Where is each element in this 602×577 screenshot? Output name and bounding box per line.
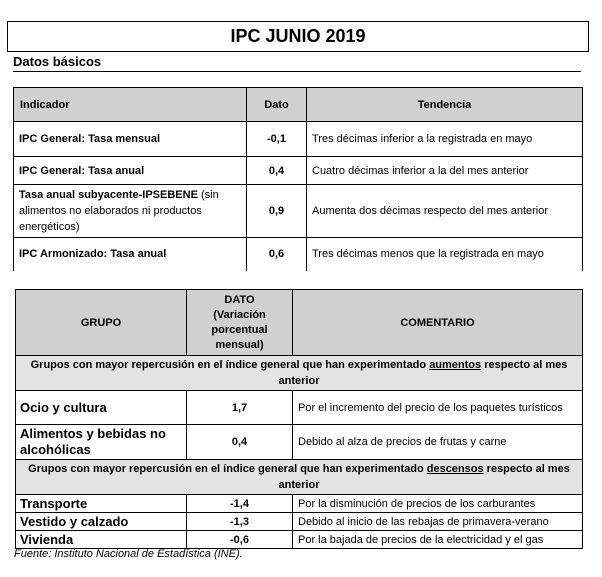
value-cell: 0,4: [247, 157, 307, 185]
comment-cell: Por el incremento del precio de los paquetes turísticos: [293, 391, 583, 425]
table-header-row: [16, 290, 583, 356]
header-comment: COMENTARIO: [293, 290, 583, 356]
value-cell: 0,9: [247, 185, 307, 238]
section-text: respecto al mes anterior: [278, 463, 570, 491]
value-cell: -0,1: [247, 122, 307, 157]
header-value-title: DATO: [224, 293, 255, 306]
table-header-row: [14, 88, 583, 122]
header-value-subtitle: (Variación porcentual mensual): [211, 308, 268, 351]
section-decreases: [16, 460, 583, 495]
table-row: [14, 122, 583, 157]
basic-data-table: [13, 87, 583, 271]
comment-cell: Por la bajada de precios de la electricidad y el gas: [293, 531, 583, 549]
section-increases: [16, 356, 583, 391]
value-cell: -1,4: [187, 495, 293, 513]
header-trend: Tendencia: [307, 88, 583, 122]
indicator-label: Tasa anual subyacente-IPSEBENE: [19, 189, 198, 201]
indicator-cell: [14, 122, 247, 157]
group-cell: Alimentos y bebidas no alcohólicas: [16, 425, 187, 460]
group-cell: Transporte: [16, 495, 187, 513]
trend-cell: Tres décimas menos que la registrada en mayo: [307, 238, 583, 271]
comment-cell: Debido al alza de precios de frutas y carne: [293, 425, 583, 460]
trend-cell: Tres décimas inferior a la registrada en mayo: [307, 122, 583, 157]
indicator-label: IPC General: Tasa mensual: [19, 133, 161, 145]
section-text: respecto al mes anterior: [278, 359, 568, 387]
page-title: IPC JUNIO 2019: [7, 21, 589, 52]
value-cell: 0,6: [247, 238, 307, 271]
table-row: [16, 425, 583, 460]
value-cell: -0,6: [187, 531, 293, 549]
value-cell: -1,3: [187, 513, 293, 531]
section-text: Grupos con mayor repercusión en el índice general que han experimentado: [30, 359, 430, 371]
header-value: Dato: [247, 88, 307, 122]
indicator-cell: [14, 185, 247, 238]
table-row: [16, 513, 583, 531]
table-row: [16, 531, 583, 549]
table-row: [14, 157, 583, 185]
trend-cell: Cuatro décimas inferior a la del mes anterior: [307, 157, 583, 185]
indicator-cell: [14, 238, 247, 271]
section-row-decreases: [16, 460, 583, 495]
value-cell: 0,4: [187, 425, 293, 460]
indicator-label: IPC Armonizado: Tasa anual: [19, 248, 167, 261]
table-row: [14, 238, 583, 271]
section-emphasis: descensos: [426, 463, 484, 475]
indicator-label: IPC General: Tasa anual: [19, 164, 145, 177]
section-text: Grupos con mayor repercusión en el índice general que han experimentado: [28, 463, 427, 475]
group-cell: Vivienda: [16, 531, 187, 549]
indicator-cell: [14, 157, 247, 185]
header-indicator: Indicador: [14, 88, 247, 122]
trend-cell: Aumenta dos décimas respecto del mes anterior: [307, 185, 583, 238]
source-footnote: Fuente: Instituto Nacional de Estadística (INE).: [14, 548, 243, 560]
group-cell: Ocio y cultura: [16, 391, 187, 425]
section-title: Datos básicos: [13, 54, 581, 72]
table-row: [16, 391, 583, 425]
group-table: [15, 289, 583, 549]
comment-cell: Debido al inicio de las rebajas de primavera-verano: [293, 513, 583, 531]
indicator-note: (sin alimentos no elaborados ni productos energéticos): [19, 189, 219, 233]
header-group: GRUPO: [16, 290, 187, 356]
table-row: [16, 495, 583, 513]
header-value: [187, 290, 293, 356]
table-row: [14, 185, 583, 238]
section-row-increases: [16, 356, 583, 391]
value-cell: 1,7: [187, 391, 293, 425]
comment-cell: Por la disminución de precios de los carburantes: [293, 495, 583, 513]
section-emphasis: aumentos: [429, 359, 482, 371]
group-cell: Vestido y calzado: [16, 513, 187, 531]
